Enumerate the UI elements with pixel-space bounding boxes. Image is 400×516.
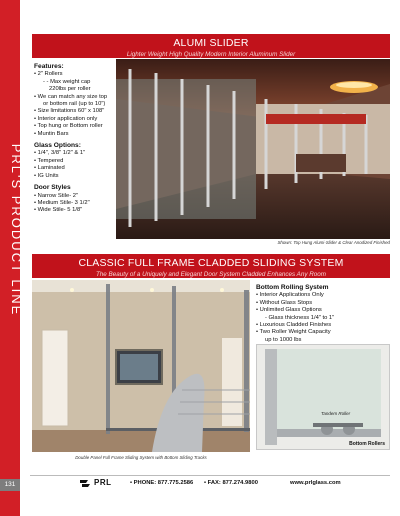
logo-text: PRL — [94, 478, 112, 487]
section2-caption: Double Panel Full Frame Sliding System with Bottom Sliding Tracks — [75, 455, 207, 460]
list-item: • Size limitations 60" x 108" — [34, 108, 118, 115]
features-list — [34, 71, 118, 138]
side-strip — [0, 0, 24, 516]
list-item: • Interior Applications Only — [256, 292, 390, 299]
list-item: • Medium Stile- 3 1/2" — [34, 200, 118, 207]
list-item: • Two Roller Weight Capacity — [256, 329, 390, 336]
list-item: • Unlimited Glass Options — [256, 307, 390, 314]
section1-specs — [34, 63, 118, 215]
list-item: • Tempered — [34, 158, 118, 165]
list-item: or bottom rail (up to 10") — [43, 101, 106, 108]
features-heading: Features: — [34, 63, 64, 70]
list-item: - Glass thickness 1/4" to 1" — [256, 315, 390, 322]
list-item: • Interior application only — [34, 116, 118, 123]
cladded-sliding-photo — [32, 280, 250, 452]
phone-number: • PHONE: 877.775.2586 — [130, 480, 194, 486]
bottom-rolling-heading: Bottom Rolling System — [256, 284, 329, 291]
section1-subtitle: Lighter Weight High Quality Modern Interior Aluminum Slider — [126, 51, 296, 58]
list-item: 220lbs per roller — [49, 86, 91, 93]
footer-divider — [30, 475, 390, 476]
section1-title: ALUMI SLIDER — [173, 37, 249, 49]
room-with-sliding-doors-image — [32, 280, 250, 452]
list-item: • 1/4", 3/8" 1/2" & 1" — [34, 150, 118, 157]
section2-subtitle: The Beauty of a Uniquely and Elegant Door System Cladded Enhances Any Room — [95, 271, 327, 278]
list-item: up to 1000 lbs — [265, 336, 302, 343]
list-item: • Luxurious Cladded Finishes — [256, 322, 390, 329]
bottom-rolling-list — [256, 292, 390, 344]
side-label: PRL'S PRODUCT LINE — [9, 143, 24, 317]
door-styles-heading: Door Styles — [34, 184, 71, 192]
website-link[interactable]: www.prlglass.com — [290, 480, 341, 486]
roller-detail-photo — [256, 344, 390, 450]
prl-logo-icon — [80, 479, 92, 487]
section1-banner — [32, 34, 390, 58]
glass-options-heading: Glass Options: — [34, 142, 81, 150]
door-styles-list — [34, 193, 118, 215]
list-item: • Narrow Stile- 2" — [34, 193, 118, 200]
page-number: 131 — [0, 479, 20, 491]
tandem-roller-label: Tandem Roller — [321, 411, 351, 416]
list-item: • Top hung or Bottom roller — [34, 123, 118, 130]
section2-banner — [32, 254, 390, 278]
list-item: • Wide Stile- 5 1/8" — [34, 207, 118, 214]
bottom-roller-detail-image — [257, 345, 389, 449]
alumi-slider-photo — [116, 59, 390, 239]
section2-specs — [256, 284, 390, 344]
list-item: • Muntin Bars — [34, 131, 118, 138]
prl-logo — [80, 478, 112, 487]
office-corridor-image — [116, 59, 390, 239]
fax-number: • FAX: 877.274.9800 — [204, 480, 258, 486]
list-item: • IG Units — [34, 173, 118, 180]
list-item: • Laminated — [34, 165, 118, 172]
list-item: • Without Glass Stops — [256, 300, 390, 307]
section1-caption: Shown: Top Hung Alumi-Slider & Clear Anodized Finished — [277, 240, 390, 245]
section2-title: CLASSIC FULL FRAME CLADDED SLIDING SYSTEM — [78, 257, 344, 269]
list-item: - - Max weight cap — [34, 79, 118, 86]
list-item: • 2" Rollers — [34, 71, 118, 78]
list-item: • We can match any size top — [34, 94, 118, 101]
bottom-rollers-label: Bottom Rollers — [349, 441, 385, 447]
glass-options-list — [34, 150, 118, 180]
